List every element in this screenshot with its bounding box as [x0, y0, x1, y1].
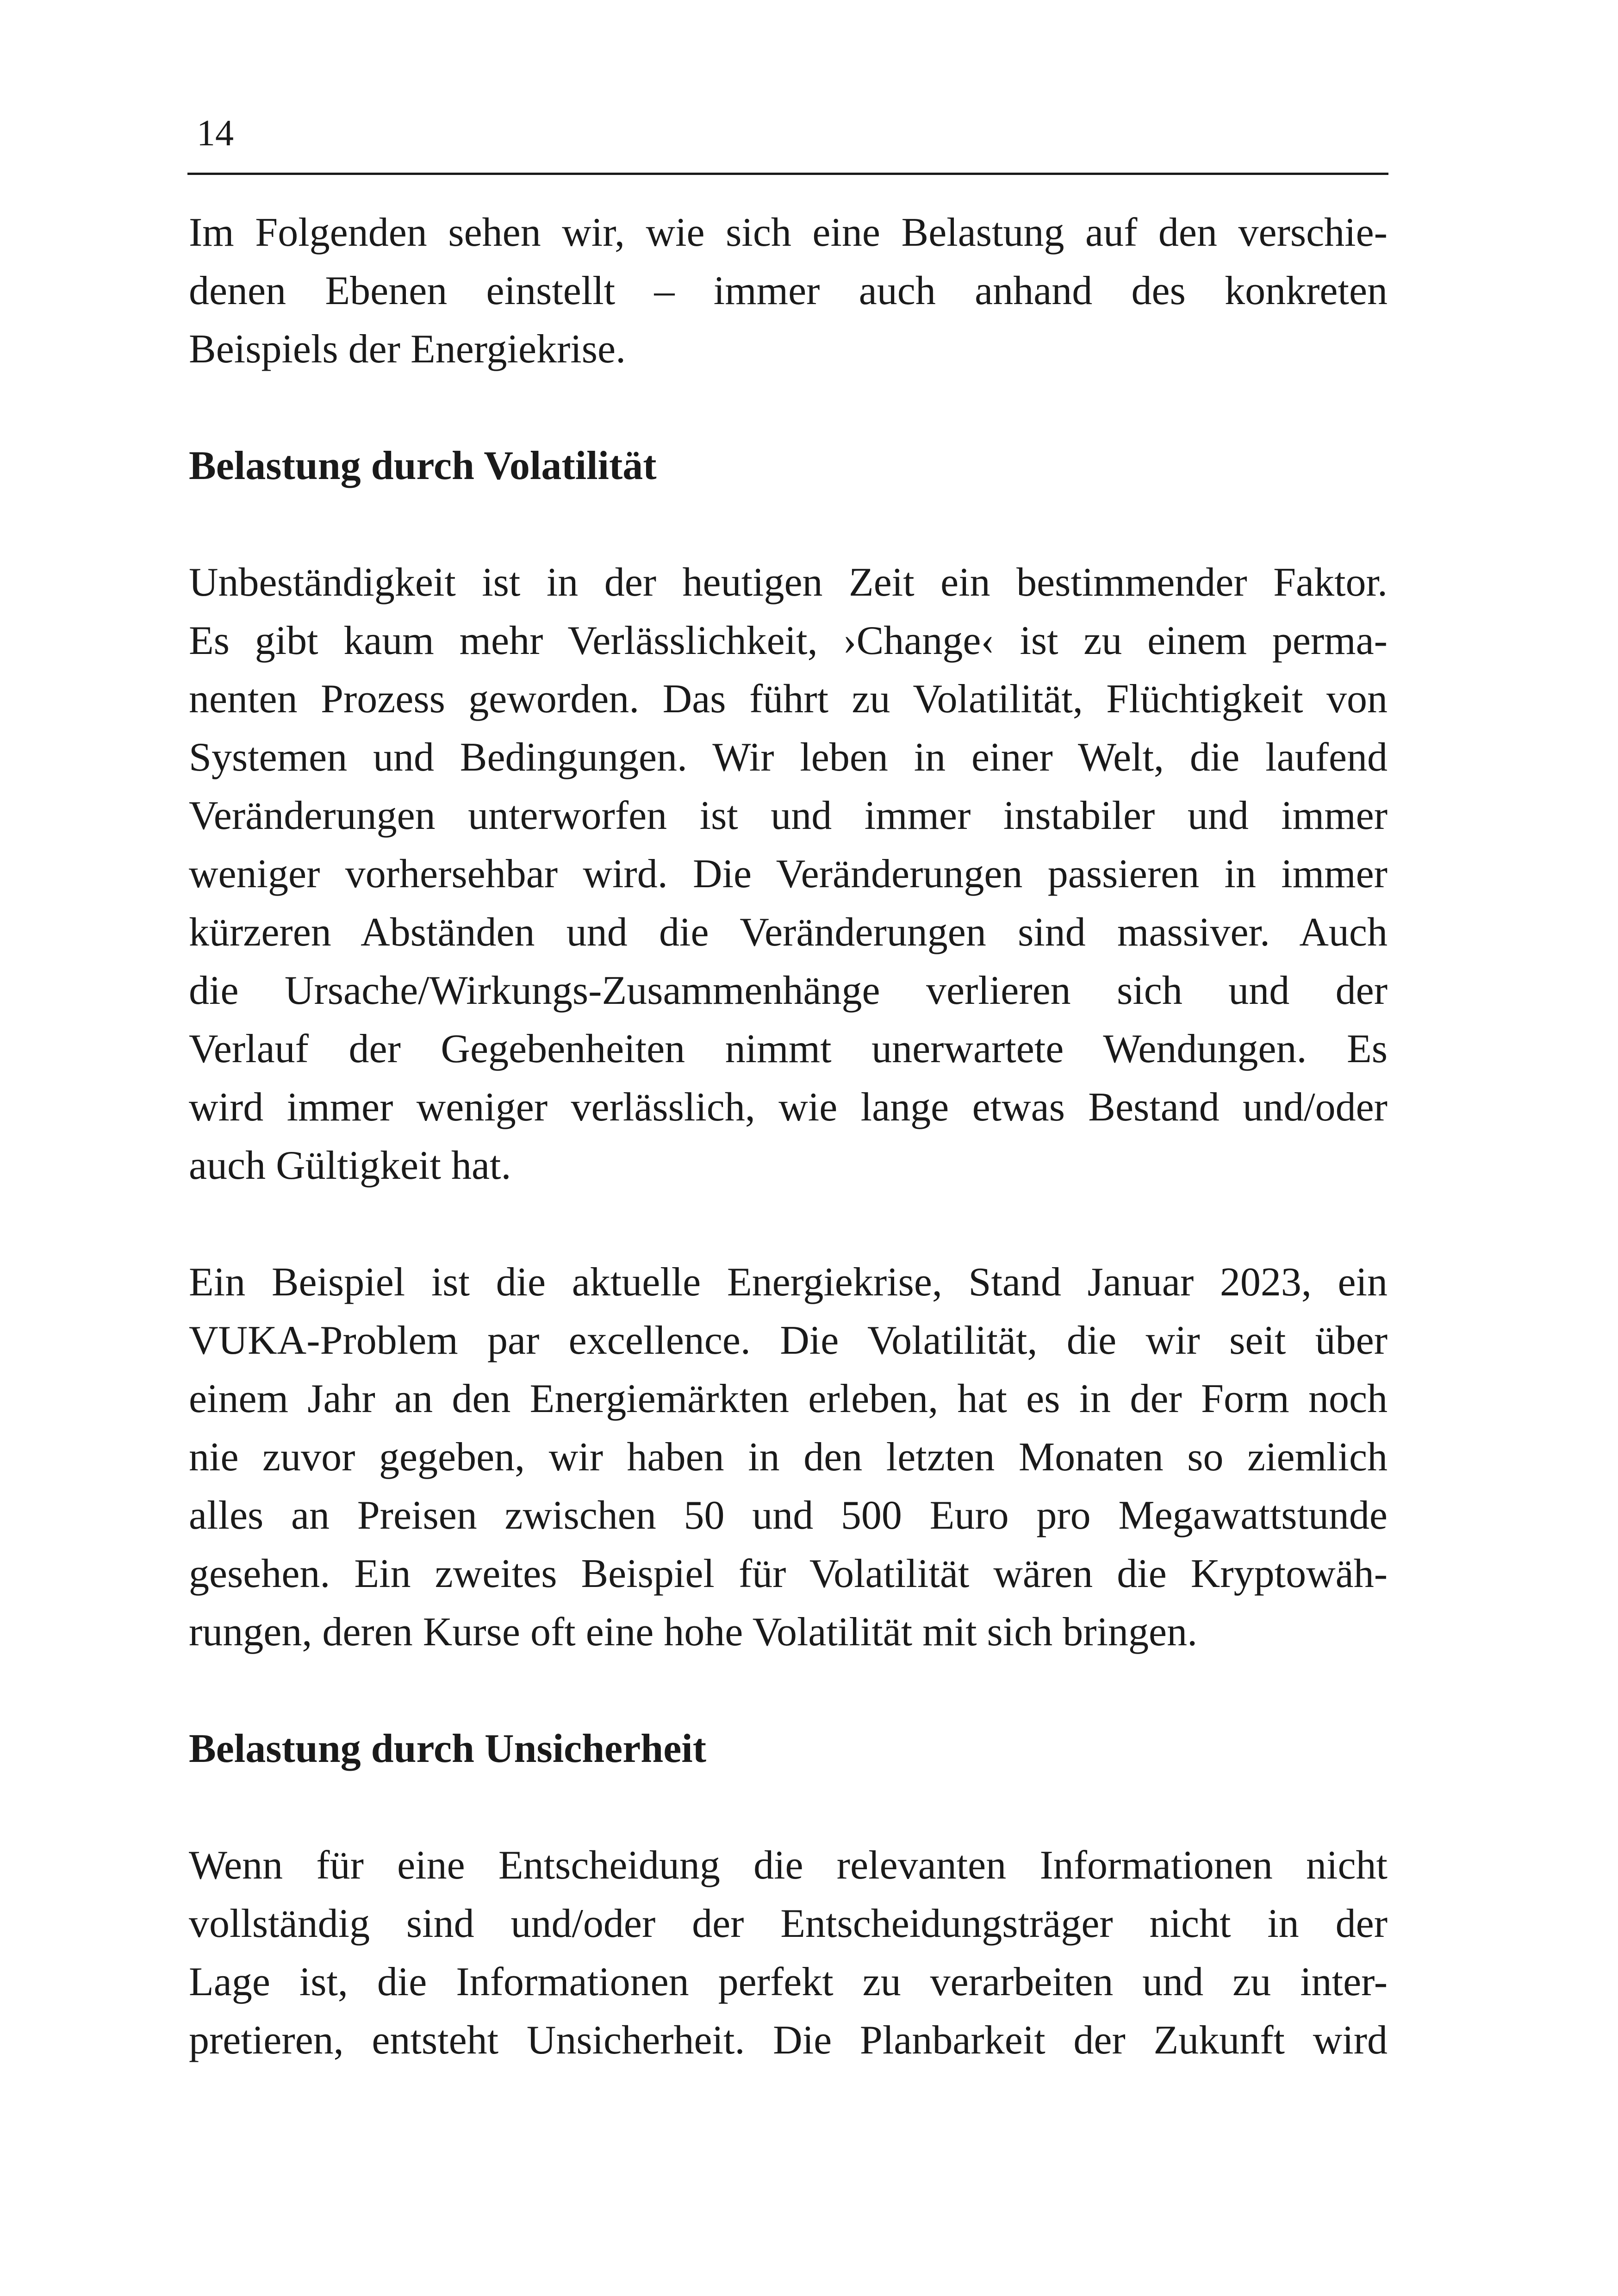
paragraph-gap: [189, 1778, 1388, 1836]
text-line: pretieren, entsteht Unsicherheit. Die Planbarkeit der Zukunft wird: [189, 2018, 1388, 2063]
text-line: Es gibt kaum mehr Verlässlichkeit, ›Change‹ ist zu einem perma-: [189, 618, 1388, 663]
text-line: Verlauf der Gegebenheiten nimmt unerwartete Wendungen. Es: [189, 1027, 1388, 1071]
text-line: Systemen und Bedingungen. Wir leben in einer Welt, die laufend: [189, 735, 1388, 780]
text-line: Im Folgenden sehen wir, wie sich eine Belastung auf den verschie-: [189, 210, 1388, 255]
text-line: gesehen. Ein zweites Beispiel für Volatilität wären die Kryptowäh-: [189, 1551, 1388, 1596]
text-line: alles an Preisen zwischen 50 und 500 Euro pro Megawattstunde: [189, 1493, 1388, 1538]
section-heading-uncertainty: Belastung durch Unsicherheit: [189, 1726, 707, 1771]
text-line: Unbeständigkeit ist in der heutigen Zeit ein bestimmender Faktor.: [189, 560, 1388, 605]
text-line: vollständig sind und/oder der Entscheidungsträger nicht in der: [189, 1901, 1388, 1946]
text-line: auch Gültigkeit hat.: [189, 1143, 511, 1188]
text-line: VUKA-Problem par excellence. Die Volatilität, die wir seit über: [189, 1318, 1388, 1363]
text-line: die Ursache/Wirkungs-Zusammenhänge verlieren sich und der: [189, 968, 1388, 1013]
paragraph-gap: [189, 495, 1388, 554]
text-line: Lage ist, die Informationen perfekt zu verarbeiten und zu inter-: [189, 1960, 1388, 2004]
text-line: Wenn für eine Entscheidung die relevanten Informationen nicht: [189, 1843, 1388, 1888]
text-line: Beispiels der Energiekrise.: [189, 327, 626, 372]
paragraph-gap: [189, 1661, 1388, 1720]
text-line: einem Jahr an den Energiemärkten erleben, hat es in der Form noch: [189, 1376, 1388, 1421]
text-line: weniger vorhersehbar wird. Die Veränderungen passieren in immer: [189, 852, 1388, 896]
header-rule: [187, 173, 1388, 175]
text-line: Veränderungen unterworfen ist und immer instabiler und immer: [189, 793, 1388, 838]
text-line: nie zuvor gegeben, wir haben in den letzten Monaten so ziemlich: [189, 1435, 1388, 1480]
section-heading-volatility: Belastung durch Volatilität: [189, 443, 657, 488]
text-line: wird immer weniger verlässlich, wie lange etwas Bestand und/oder: [189, 1085, 1388, 1130]
paragraph-gap: [189, 1195, 1388, 1253]
text-line: Ein Beispiel ist die aktuelle Energiekrise, Stand Januar 2023, ein: [189, 1260, 1388, 1305]
uncertainty-paragraph-1: [189, 1836, 1388, 2070]
text-line: kürzeren Abständen und die Veränderungen sind massiver. Auch: [189, 910, 1388, 955]
intro-paragraph: [189, 204, 1388, 379]
volatility-paragraph-1: [189, 554, 1388, 1195]
paragraph-gap: [189, 379, 1388, 437]
text-line: nenten Prozess geworden. Das führt zu Volatilität, Flüchtigkeit von: [189, 677, 1388, 722]
text-line: rungen, deren Kurse oft eine hohe Volatilität mit sich bringen.: [189, 1610, 1198, 1655]
volatility-paragraph-2: [189, 1253, 1388, 1661]
text-line: denen Ebenen einstellt – immer auch anhand des konkreten: [189, 268, 1388, 313]
page-content: [189, 204, 1388, 2070]
page-number: 14: [197, 113, 234, 154]
